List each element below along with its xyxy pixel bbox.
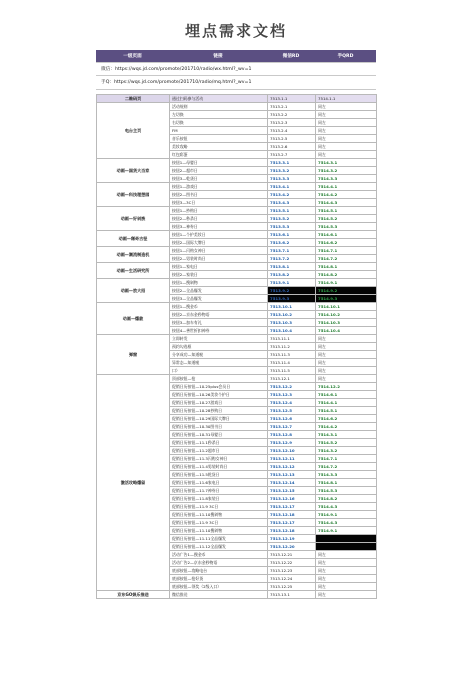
group-name: 动画—生活研究所 [97, 263, 170, 279]
link-cell: 促销日历按钮—10.27游戏日 [170, 399, 268, 407]
wechat-id-cell: 7513.3.3 [268, 175, 316, 183]
link-cell: 立即转发 [170, 335, 268, 343]
table-row [97, 335, 377, 343]
header-wechat-rd: 微信RD [282, 54, 300, 59]
wechat-id-cell: 7513.2.3 [268, 119, 316, 127]
link-cell: 分享成功—知道啦 [170, 351, 268, 359]
mq-id-cell: 7514.5.2 [316, 439, 377, 447]
wechat-id-cell: 7513.12.14 [268, 479, 316, 487]
wechat-id-cell: 7513.8.1 [268, 263, 316, 271]
wechat-id-cell: 7513.8.2 [268, 271, 316, 279]
mq-id-cell: 同左 [316, 103, 377, 111]
mq-id-cell: 7514.3.2 [316, 447, 377, 455]
table-row [97, 247, 377, 255]
link-cell: 底部按钮—抢好货 [170, 575, 268, 583]
link-cell: 异常态—知道啦 [170, 359, 268, 367]
wechat-id-cell: 7513.13.1 [268, 591, 316, 599]
wechat-id-cell: 7513.12.2 [268, 383, 316, 391]
wechat-id-cell: 7513.6.2 [268, 239, 316, 247]
wechat-id-cell: 7513.12.18 [268, 527, 316, 535]
link-cell: 微信推送 [170, 591, 268, 599]
group-name: 动画—潮流制造机 [97, 247, 170, 263]
wechat-id-cell: 7513.12.4 [268, 399, 316, 407]
link-cell: 口） [170, 367, 268, 375]
link-cell: 预约勾选框 [170, 343, 268, 351]
mq-id-cell: 同左 [316, 151, 377, 159]
group-name: 弹窗 [97, 335, 170, 375]
mq-id-cell: 7514.7.1 [316, 455, 377, 463]
url-mq[interactable]: 手Q：https://wqs.jd.com/promote/201710/radio/mq.html?_wv=1 [96, 76, 376, 90]
wechat-id-cell: 7513.12.8 [268, 431, 316, 439]
wechat-id-cell: 7513.12.7 [268, 423, 316, 431]
mq-id-cell: 同左 [316, 367, 377, 375]
wechat-id-cell: 7513.12.23 [268, 567, 316, 575]
link-cell: 按钮3—加车有礼 [170, 319, 268, 327]
mq-id-cell: 7514.10.2 [316, 311, 377, 319]
link-cell: 顶部按钮—抢 [170, 375, 268, 383]
group-name: 二维码页 [97, 95, 170, 103]
wechat-id-cell: 7513.7.1 [268, 247, 316, 255]
mq-id-cell: 7514.7.2 [316, 255, 377, 263]
table-row [97, 103, 377, 111]
wechat-id-cell: 7513.5.1 [268, 207, 316, 215]
group-name: 动画—爆款 [97, 303, 170, 335]
link-cell: 按钮1—个护美妆日 [170, 231, 268, 239]
mq-id-cell: 7514.10.4 [316, 327, 377, 335]
wechat-id-cell: 7513.12.3 [268, 391, 316, 399]
wechat-id-cell: 7513.5.2 [268, 215, 316, 223]
wechat-id-cell: 7513.4.1 [268, 183, 316, 191]
mq-id-cell: 7514.10.1 [316, 303, 377, 311]
link-cell: 按钮2—全品爆发 [170, 287, 268, 295]
wechat-id-cell: 7513.5.3 [268, 223, 316, 231]
document [96, 0, 376, 599]
wechat-id-cell: 7513.12.13 [268, 471, 316, 479]
link-cell: 左切换 [170, 111, 268, 119]
mq-id-cell: 7514.3.1 [316, 431, 377, 439]
mq-id-cell: 同左 [316, 575, 377, 583]
mq-id-cell: 7514.9.2 [316, 287, 377, 295]
link-cell: 促销日历按钮—11.9 3C日 [170, 519, 268, 527]
mq-id-cell: 同左 [316, 567, 377, 575]
group-name: 动画—好剁族 [97, 207, 170, 231]
link-cell: 促销日历按钮—11.6家电日 [170, 479, 268, 487]
link-cell: 底部按钮—攻略电台 [170, 567, 268, 575]
table-row [97, 183, 377, 191]
link-cell: 促销日历按钮—10.29国际大牌日 [170, 415, 268, 423]
table-row [97, 375, 377, 383]
link-cell: 按钮1—抄购日 [170, 207, 268, 215]
link-cell: 美妆攻略 [170, 143, 268, 151]
wechat-id-cell: 7513.12.10 [268, 447, 316, 455]
mq-id-cell: 7514.5.2 [316, 215, 377, 223]
mq-id-cell: 7514.5.1 [316, 207, 377, 215]
table-row [97, 159, 377, 167]
table-row [97, 591, 377, 599]
link-cell: 促销日历按钮—10.28抄购日 [170, 407, 268, 415]
link-cell: 按钮3—乾货日 [170, 175, 268, 183]
mq-id-cell: 7514.8.1 [316, 263, 377, 271]
mq-id-cell: 7514.3.1 [316, 159, 377, 167]
mq-id-cell: 7514.4.1 [316, 183, 377, 191]
wechat-id-cell: 7513.7.2 [268, 255, 316, 263]
url-wechat[interactable]: 微信：https://wqs.jd.com/promote/201710/radio/wx.html?_wv=1 [96, 62, 376, 76]
link-cell: 按钮2—秒杀日 [170, 215, 268, 223]
mq-id-cell: 同左 [316, 591, 377, 599]
wechat-id-cell: 7513.9.1 [268, 279, 316, 287]
wechat-id-cell: 7513.10.2 [268, 311, 316, 319]
mq-id-cell: 7514.10.3 [316, 319, 377, 327]
mq-id-cell: 7514.5.1 [316, 407, 377, 415]
mq-id-cell: 7514.4.3 [316, 199, 377, 207]
mq-id-cell: 7514.3.2 [316, 167, 377, 175]
link-cell: 按钮4—善世折扣神券 [170, 327, 268, 335]
mq-id-cell: 同左 [316, 127, 377, 135]
link-cell: 底部按钮—领奖（2级入口） [170, 583, 268, 591]
link-cell: 按钮1—母婴日 [170, 159, 268, 167]
link-cell: 音乐按钮 [170, 135, 268, 143]
mq-id-cell: 7514.3.3 [316, 471, 377, 479]
wechat-id-cell: 7513.12.17 [268, 519, 316, 527]
mq-id-cell: 7514.1.1 [316, 95, 377, 103]
wechat-id-cell: 7513.12.12 [268, 463, 316, 471]
wechat-id-cell: 7513.12.21 [268, 551, 316, 559]
wechat-id-cell: 7513.12.11 [268, 455, 316, 463]
wechat-id-cell: 7513.4.3 [268, 199, 316, 207]
mq-id-cell: 7514.4.2 [316, 423, 377, 431]
mq-id-cell: 同左 [316, 375, 377, 383]
mq-id-cell: 7514.6.1 [316, 391, 377, 399]
table-row [97, 207, 377, 215]
mq-id-cell: 7514.9.1 [316, 527, 377, 535]
wechat-id-cell: 7513.12.5 [268, 407, 316, 415]
link-cell: 促销日历按钮—11.12全品爆发 [170, 543, 268, 551]
link-cell: FM [170, 127, 268, 135]
wechat-id-cell: 7513.1.1 [268, 95, 316, 103]
table-row [97, 303, 377, 311]
wechat-id-cell: 7513.12.6 [268, 415, 316, 423]
table-row [97, 95, 377, 103]
header-mq-rd: 手QRD [337, 54, 354, 59]
link-cell: 活动广告2—京东金秒物语 [170, 559, 268, 567]
wechat-id-cell: 7513.12.19 [268, 535, 316, 543]
link-cell: 按钮2—图书日 [170, 191, 268, 199]
link-cell: 按钮2—家装日 [170, 271, 268, 279]
mq-id-cell: 7514.6.2 [316, 239, 377, 247]
link-cell: 活动规则 [170, 103, 268, 111]
link-cell: 按钮1—游戏日 [170, 183, 268, 191]
mq-id-cell: 7514.5.3 [316, 223, 377, 231]
mq-id-cell: 7514.4.3 [316, 503, 377, 511]
link-cell: 按钮2—京东金秒物语 [170, 311, 268, 319]
link-cell: 红包彩蛋 [170, 151, 268, 159]
link-cell: 促销日历按钮—11.7神券日 [170, 487, 268, 495]
wechat-id-cell: 7513.2.4 [268, 127, 316, 135]
link-cell: 按钮1—搜剁物 [170, 279, 268, 287]
page-title: 埋点需求文档 [184, 22, 287, 40]
mq-id-cell: 同左 [316, 559, 377, 567]
table-row [97, 279, 377, 287]
mq-id-cell: 7514.8.2 [316, 495, 377, 503]
group-name: 动画—国货大当家 [97, 159, 170, 183]
wechat-id-cell: 7513.12.18 [268, 511, 316, 519]
link-cell: 促销日历按钮—11.11全品爆发 [170, 535, 268, 543]
mq-id-cell: 7514.3.3 [316, 175, 377, 183]
header-page: 一级页面 [123, 54, 142, 59]
mq-id-cell: 7514.7.2 [316, 463, 377, 471]
wechat-id-cell: 7513.9.2 [268, 287, 316, 295]
link-cell: 促销日历按钮—10.30图书日 [170, 423, 268, 431]
link-cell: 按钮3—神券日 [170, 223, 268, 231]
mq-id-cell: 同左 [316, 343, 377, 351]
wechat-id-cell: 7513.11.5 [268, 367, 316, 375]
mq-id-cell: 7514.6.2 [316, 415, 377, 423]
wechat-id-cell: 7513.2.6 [268, 143, 316, 151]
wechat-id-cell: 7513.10.3 [268, 319, 316, 327]
link-cell: 促销日历按钮—11.10搜剁物 [170, 527, 268, 535]
wechat-id-cell: 7513.2.7 [268, 151, 316, 159]
group-name: 电台主页 [97, 103, 170, 159]
wechat-id-cell: 7513.3.2 [268, 167, 316, 175]
wechat-id-cell: 7513.3.1 [268, 159, 316, 167]
wechat-id-cell: 7513.12.22 [268, 559, 316, 567]
link-cell: 促销日历按钮—11.2超市日 [170, 447, 268, 455]
wechat-id-cell: 7513.6.1 [268, 231, 316, 239]
mq-id-cell: 同左 [316, 111, 377, 119]
link-cell: 促销日历按钮—11.1秒杀日 [170, 439, 268, 447]
mq-id-cell: 7514.6.1 [316, 231, 377, 239]
wechat-id-cell: 7513.12.15 [268, 487, 316, 495]
mq-id-cell [316, 535, 377, 543]
group-name: 动画—放大招 [97, 279, 170, 303]
wechat-id-cell: 7513.10.4 [268, 327, 316, 335]
mq-id-cell: 同左 [316, 359, 377, 367]
link-cell: 活动广告1—搜金币 [170, 551, 268, 559]
wechat-id-cell: 7513.12.1 [268, 375, 316, 383]
link-cell: 按钮3—全品爆发 [170, 295, 268, 303]
link-cell: 按钮1—搜金币 [170, 303, 268, 311]
link-cell: 促销日历按钮—11.4男装时尚日 [170, 463, 268, 471]
mq-id-cell: 7514.8.1 [316, 479, 377, 487]
link-cell: 促销日历按钮—11.5乾货日 [170, 471, 268, 479]
mq-id-cell: 同左 [316, 119, 377, 127]
mq-id-cell: 同左 [316, 135, 377, 143]
wechat-id-cell: 7513.12.9 [268, 439, 316, 447]
mq-id-cell: 同左 [316, 583, 377, 591]
mq-id-cell: 7514.12.2 [316, 383, 377, 391]
wechat-id-cell: 7513.11.1 [268, 335, 316, 343]
wechat-id-cell: 7513.12.17 [268, 503, 316, 511]
link-cell: 按钮2—男装时尚日 [170, 255, 268, 263]
link-cell: 促销日历按钮—10.31母婴日 [170, 431, 268, 439]
mq-id-cell [316, 543, 377, 551]
wechat-id-cell: 7513.11.3 [268, 351, 316, 359]
table-row [97, 231, 377, 239]
wechat-id-cell: 7513.4.2 [268, 191, 316, 199]
wechat-id-cell: 7513.9.3 [268, 295, 316, 303]
mq-id-cell: 7514.4.2 [316, 191, 377, 199]
wechat-id-cell: 7513.11.4 [268, 359, 316, 367]
wechat-id-cell: 7513.12.16 [268, 495, 316, 503]
table-header [96, 50, 376, 62]
link-cell: 促销日历按钮—10.25plus会员日 [170, 383, 268, 391]
link-cell: 促销日历按钮—11.10搜剁物 [170, 511, 268, 519]
wechat-id-cell: 7513.11.2 [268, 343, 316, 351]
mq-id-cell: 7514.8.2 [316, 271, 377, 279]
wechat-id-cell: 7513.2.5 [268, 135, 316, 143]
wechat-id-cell: 7513.12.24 [268, 575, 316, 583]
link-cell: 通过扫码参与活动 [170, 95, 268, 103]
group-name: 激活攻略爆留 [97, 375, 170, 591]
mq-id-cell: 7514.4.3 [316, 519, 377, 527]
link-cell: 按钮3—3C日 [170, 199, 268, 207]
header-link: 链接 [213, 54, 223, 59]
table-row [97, 263, 377, 271]
wechat-id-cell: 7513.10.1 [268, 303, 316, 311]
wechat-id-cell: 7513.12.25 [268, 583, 316, 591]
mq-id-cell: 同左 [316, 143, 377, 151]
mq-id-cell: 7514.9.3 [316, 295, 377, 303]
mq-id-cell: 7514.4.1 [316, 399, 377, 407]
mq-id-cell: 7514.9.1 [316, 279, 377, 287]
mq-id-cell: 同左 [316, 551, 377, 559]
mq-id-cell: 同左 [316, 351, 377, 359]
group-name: 动画—稀奇古怪 [97, 231, 170, 247]
link-cell: 右切换 [170, 119, 268, 127]
link-cell: 促销日历按钮—11.9 3C日 [170, 503, 268, 511]
wechat-id-cell: 7513.12.20 [268, 543, 316, 551]
link-cell: 促销日历按钮—10.26美妆个护日 [170, 391, 268, 399]
link-cell: 促销日历按钮—11.8家装日 [170, 495, 268, 503]
link-cell: 促销日历按钮—11.3闪购女神日 [170, 455, 268, 463]
mq-id-cell: 同左 [316, 335, 377, 343]
tracking-table [96, 94, 377, 599]
mq-id-cell: 7514.5.3 [316, 487, 377, 495]
link-cell: 按钮2—超市日 [170, 167, 268, 175]
wechat-id-cell: 7513.2.2 [268, 111, 316, 119]
link-cell: 按钮1—闪购女神日 [170, 247, 268, 255]
mq-id-cell: 7514.9.1 [316, 511, 377, 519]
link-cell: 按钮2—国际大牌日 [170, 239, 268, 247]
group-name: 京东GO娱乐推送 [97, 591, 170, 599]
group-name: 动画—科技理想园 [97, 183, 170, 207]
link-cell: 按钮1—家电日 [170, 263, 268, 271]
mq-id-cell: 7514.7.1 [316, 247, 377, 255]
wechat-id-cell: 7513.2.1 [268, 103, 316, 111]
